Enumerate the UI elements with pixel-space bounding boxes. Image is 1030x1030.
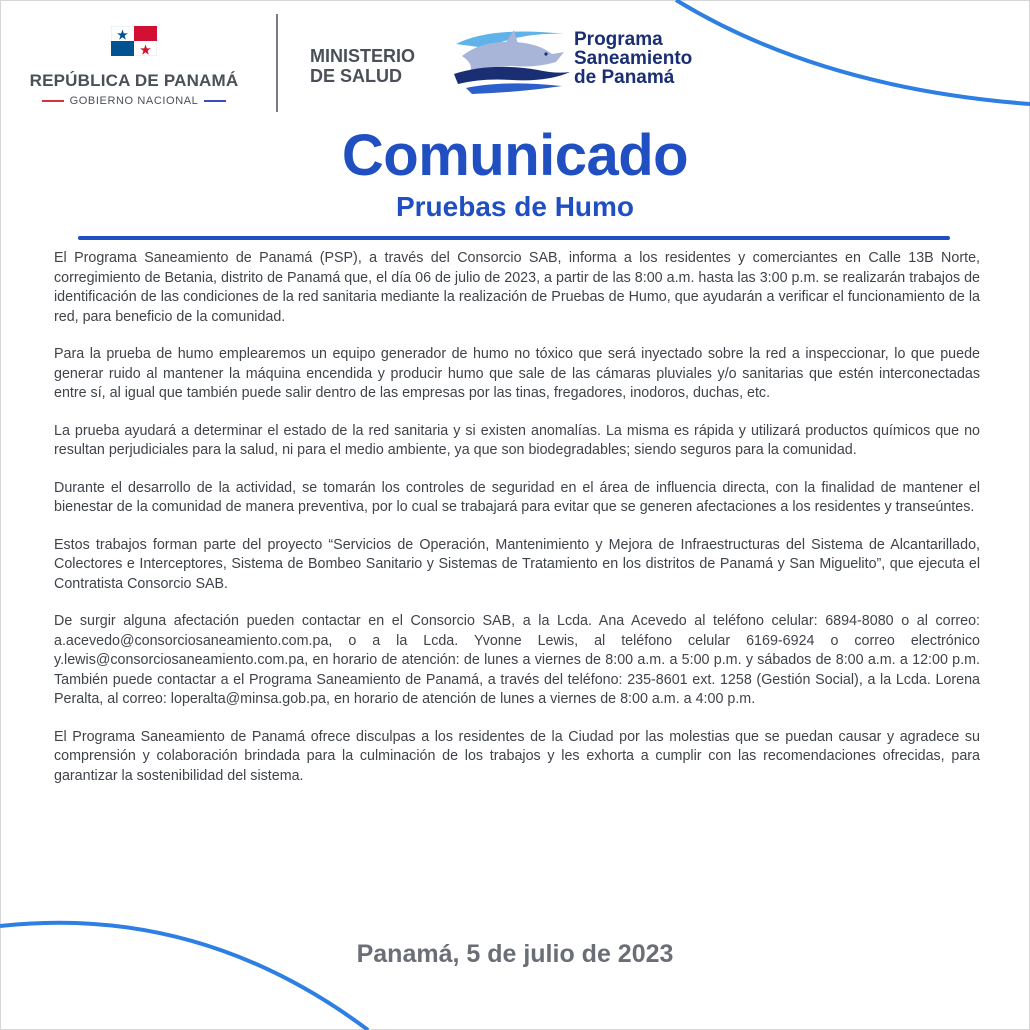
communique-body: [54, 249, 980, 804]
page-title: Comunicado: [341, 123, 689, 188]
date-line: Panamá, 5 de julio de 2023: [356, 940, 674, 968]
divider-line-left: [42, 100, 64, 102]
program-logo-text: [574, 30, 692, 87]
paragraph-7: El Programa Saneamiento de Panamá ofrece disculpas a los residentes de la Ciudad por las molestias que se puedan causar y agradece su comprensión y colaboración brindada para la culminación de los trabajos y les exhorta a cumplir con las recomendaciones ofrecidas, para garantizar la sostenibilidad del sistema.: [54, 728, 980, 784]
program-line-1: Programa: [574, 29, 663, 50]
header-separator: [276, 14, 278, 112]
paragraph-1: El Programa Saneamiento de Panamá (PSP), a través del Consorcio SAB, informa a los residentes y comerciantes en Calle 13B Norte, corregimiento de Betania, distrito de Panamá que, el día 06 de julio de 2023, a partir de las 8:00 a.m. hasta las 3:00 p.m. se realizarán trabajos de identificación de las condiciones de la red sanitaria mediante la realización de Pruebas de Humo, que ayudarán a verificar el funcionamiento de la red, para beneficio de la comunidad.: [54, 250, 980, 325]
republic-logo-block: [18, 26, 250, 107]
divider-line-right: [204, 100, 226, 102]
panama-flag-icon: [111, 26, 157, 56]
page-subtitle: Pruebas de Humo: [395, 191, 635, 222]
program-line-2: Saneamiento: [574, 48, 693, 69]
top-right-arc: [676, 0, 1030, 104]
government-label: GOBIERNO NACIONAL: [69, 95, 199, 107]
paragraph-4: Durante el desarrollo de la actividad, se tomarán los controles de seguridad en el área de influencia directa, con la finalidad de mantener el bienestar de la comunidad de manera preventiva, por lo cual se trabajará para evitar que se generen afectaciones a los residentes y transeúntes.: [54, 479, 980, 515]
title-underline: [78, 236, 950, 240]
government-label-row: [18, 95, 250, 107]
paragraph-2: Para la prueba de humo emplearemos un equipo generador de humo no tóxico que será inyectado sobre la red a inspeccionar, lo que puede generar ruido al mantener la máquina encendida y producir humo que sale de las cámaras pluviales y/o sanitarias que estén interconectadas entre sí, al igual que también puede salir dentro de las empresas por las tinas, fregadores, inodoros, duchas, etc.: [54, 346, 980, 401]
ministry-line-2: DE SALUD: [310, 66, 403, 86]
bottom-left-arc: [0, 923, 368, 1030]
paragraph-3: La prueba ayudará a determinar el estado de la red sanitaria y si existen anomalías. La misma es rápida y utilizará productos químicos que no resultan perjudiciales para la salud, ni para el medio ambiente, ya que son biodegradables; siendo seguros para la comunidad.: [54, 422, 980, 458]
program-line-3: de Panamá: [574, 67, 675, 88]
ministry-label: [310, 46, 415, 86]
paragraph-5: Estos trabajos forman parte del proyecto “Servicios de Operación, Mantenimiento y Mejora de Infraestructuras del Sistema de Alcantarillado, Colectores e Interceptores, Sistema de Bombeo Sanitario y Sistemas de Tratamiento en los distritos de Panamá y San Miguelito”, que ejecuta el Contratista Consorcio SAB.: [54, 536, 980, 592]
republic-title: REPÚBLICA DE PANAMÁ: [29, 71, 239, 90]
paragraph-6-contacts: De surgir alguna afectación pueden contactar en el Consorcio SAB, a la Lcda. Ana Acevedo al teléfono celular: 6894-8080 o al correo: a.acevedo@consorciosaneamiento.com.pa, o a la Lcda. Yvonne Lewis, al teléfono celular 6169-6924 o correo electrónico y.lewis@consorciosaneamiento.com.pa, en horario de atención: de lunes a viernes de 8:00 a.m. a 5:00 p.m. y sábados de 8:00 a.m. a 12:00 p.m. También puede contactar a el Programa Saneamiento de Panamá, a través del teléfono: 235-8601 ext. 1258 (Gestión Social), a la Lcda. Lorena Peralta, al correo: loperalta@minsa.gob.pa, en horario de atención de lunes a viernes de 8:00 a.m. a 4:00 p.m.: [54, 613, 980, 707]
ministry-line-1: MINISTERIO: [310, 46, 416, 66]
dolphin-logo-icon: [452, 26, 572, 96]
